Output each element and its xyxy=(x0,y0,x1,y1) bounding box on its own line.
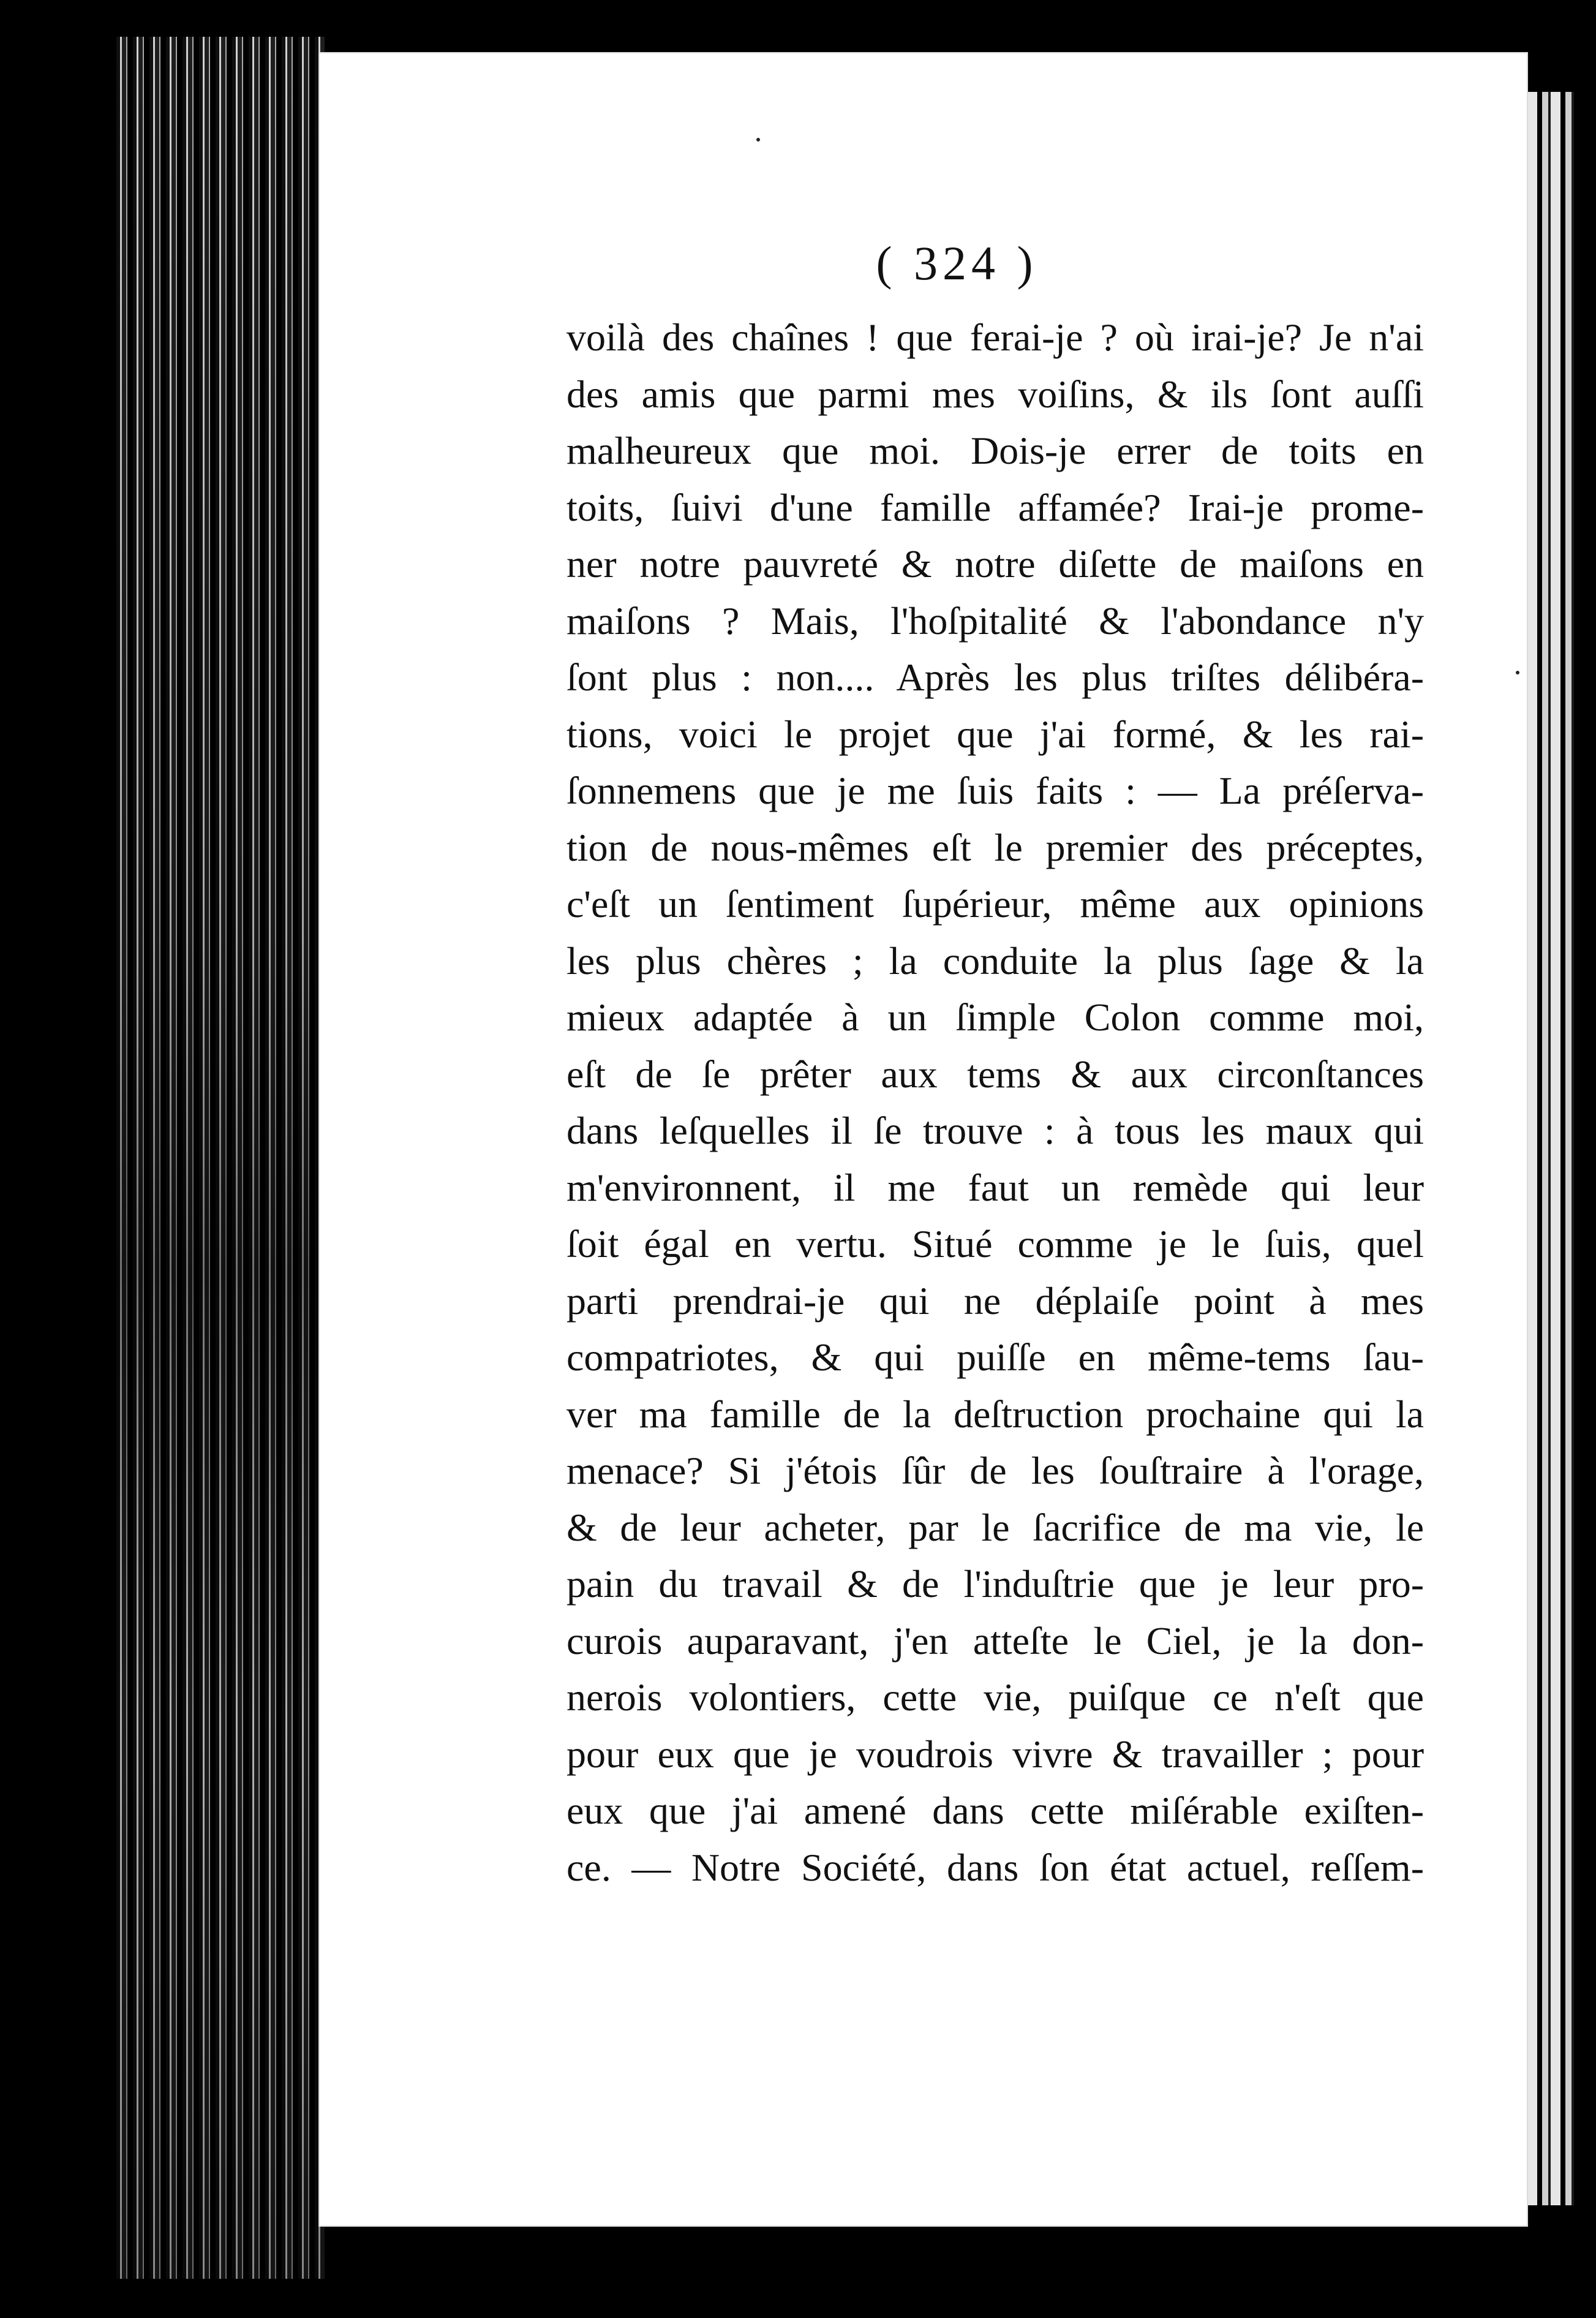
text-line: pour eux que je voudrois vivre & travailler ; pour xyxy=(567,1732,1424,1776)
text-line: nerois volontiers, cette vie, puiſque ce n'eſt que xyxy=(567,1675,1424,1719)
text-line: pain du travail & de l'induſtrie que je leur pro- xyxy=(567,1562,1424,1606)
text-line: eſt de ſe prêter aux tems & aux circonſtances xyxy=(567,1052,1424,1096)
text-line: m'environnent, il me faut un remède qui leur xyxy=(567,1165,1424,1209)
text-line: tions, voici le projet que j'ai formé, & les rai- xyxy=(567,712,1424,756)
body-text xyxy=(567,309,1424,1896)
scan-speck xyxy=(1516,671,1519,674)
text-line: les plus chères ; la conduite la plus ſage & la xyxy=(567,938,1424,983)
page-number: ( 324 ) xyxy=(876,236,1038,290)
text-line: parti prendrai-je qui ne déplaiſe point à mes xyxy=(567,1278,1424,1323)
scan-speck xyxy=(756,138,760,142)
text-line: tion de nous-mêmes eſt le premier des préceptes, xyxy=(567,825,1424,869)
text-line: voilà des chaînes ! que ferai-je ? où irai-je? Je n'ai xyxy=(567,315,1424,359)
text-line: dans leſquelles il ſe trouve : à tous les maux qui xyxy=(567,1109,1424,1152)
text-line: compatriotes, & qui puiſſe en même-tems ſau- xyxy=(567,1335,1424,1379)
book-page xyxy=(318,52,1528,2227)
text-line: des amis que parmi mes voiſins, & ils ſont auſſi xyxy=(567,372,1424,416)
text-line: malheureux que moi. Dois-je errer de toits en xyxy=(567,429,1424,472)
text-line: toits, ſuivi d'une famille affamée? Irai-je prome- xyxy=(567,485,1424,529)
text-line: & de leur acheter, par le ſacrifice de ma vie, le xyxy=(567,1505,1424,1549)
text-line: ſont plus : non.... Après les plus triſtes délibéra- xyxy=(567,655,1424,699)
text-line: mieux adaptée à un ſimple Colon comme moi, xyxy=(567,995,1424,1039)
text-line: ſonnemens que je me ſuis faits : — La préſerva- xyxy=(567,769,1424,812)
text-line: curois auparavant, j'en atteſte le Ciel, je la don- xyxy=(567,1618,1424,1663)
book-page-edges-shadow xyxy=(116,37,325,2279)
text-line: ver ma famille de la deſtruction prochaine qui la xyxy=(567,1392,1424,1436)
text-line: ſoit égal en vertu. Situé comme je le ſuis, quel xyxy=(567,1222,1424,1266)
text-line: menace? Si j'étois ſûr de les ſouſtraire à l'orage, xyxy=(567,1449,1424,1492)
text-line: ner notre pauvreté & notre diſette de maiſons en xyxy=(567,542,1424,586)
text-line: ce. — Notre Société, dans ſon état actuel, reſſem- xyxy=(567,1845,1424,1889)
text-line: c'eſt un ſentiment ſupérieur, même aux opinions xyxy=(567,882,1424,926)
text-line: maiſons ? Mais, l'hoſpitalité & l'abondance n'y xyxy=(567,598,1424,643)
text-line: eux que j'ai amené dans cette miſérable exiſten- xyxy=(567,1789,1424,1832)
